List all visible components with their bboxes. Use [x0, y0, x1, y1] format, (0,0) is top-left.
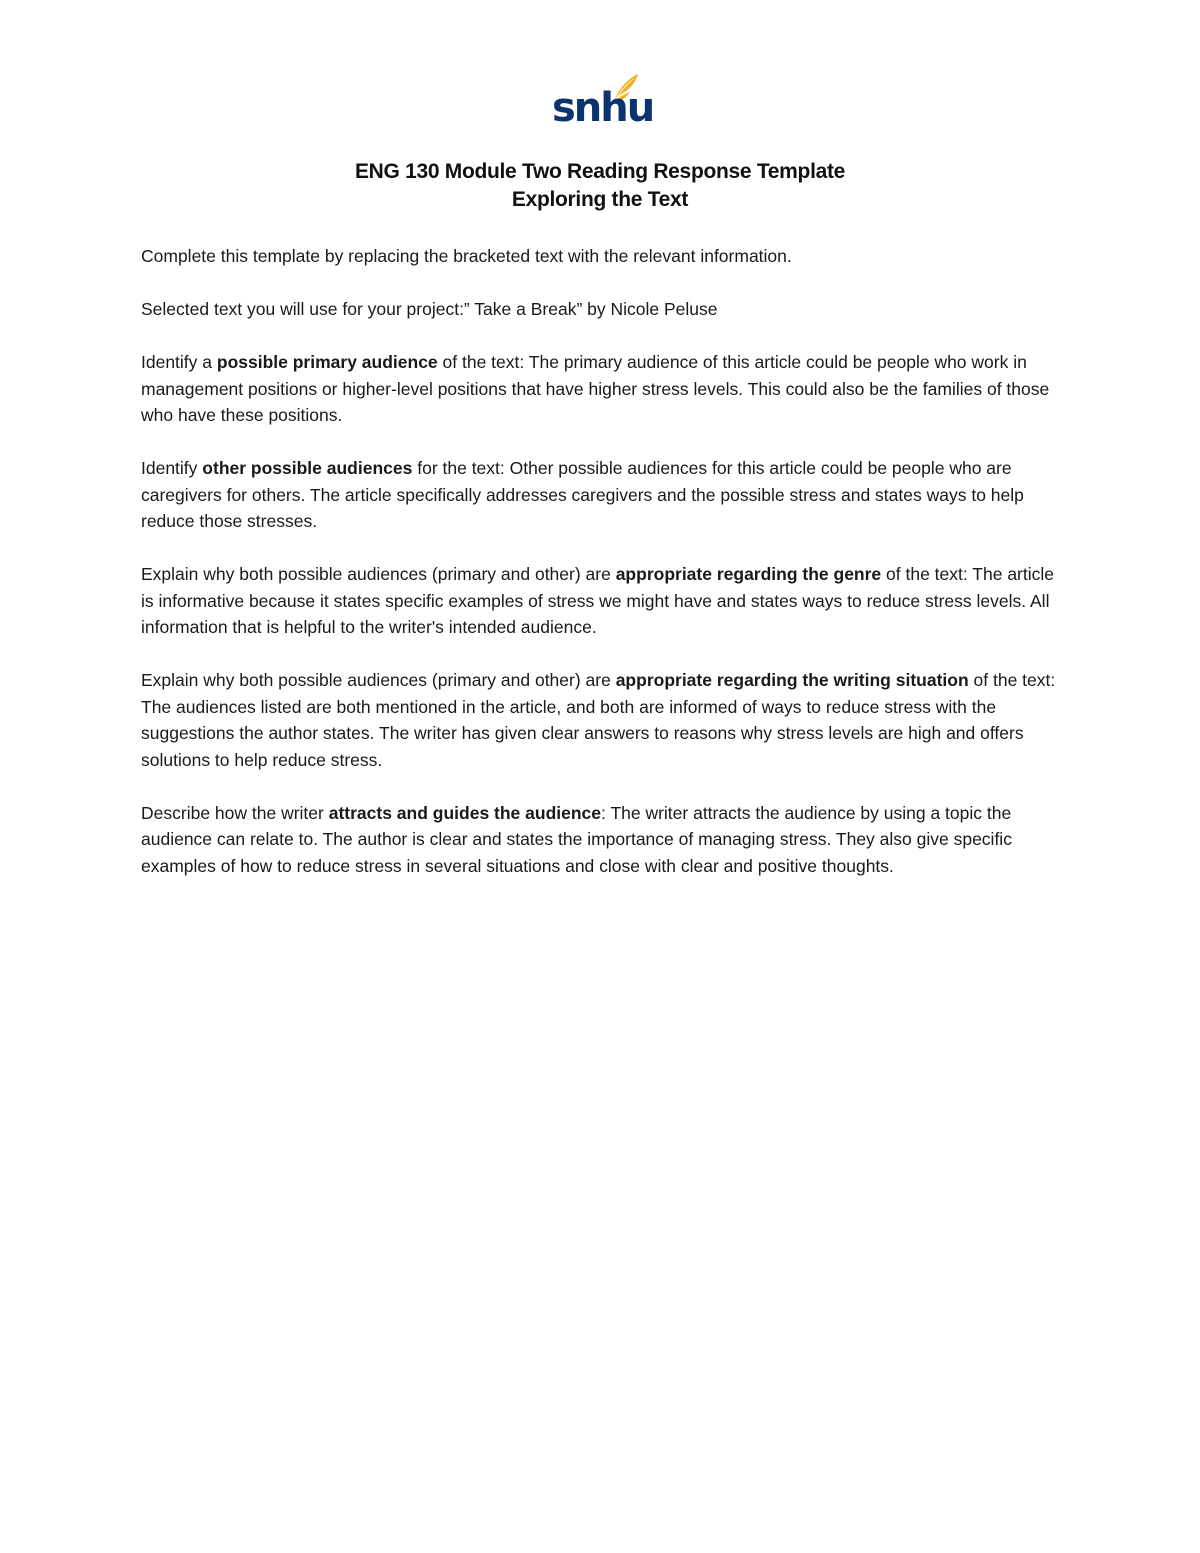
instructions-paragraph: Complete this template by replacing the bracketed text with the relevant information. — [141, 246, 792, 266]
title-line-2: Exploring the Text — [511, 188, 689, 211]
prompt-text: Explain why both possible audiences (primary and other) are — [141, 564, 616, 584]
response-text: The article is informative because it states specific examples of stress we might have and states ways to reduce stress levels. All information that is helpful to the writer's intended audience. — [141, 564, 1054, 637]
response-text: The audiences listed are both mentioned in the article, and both are informed of ways to reduce stress with the suggestions the author states. The writer has given clear answers to reasons why stress levels are high and offers solutions to help reduce stress. — [141, 696, 1024, 770]
prompt-text: of the text: — [968, 670, 1056, 690]
title-line-1: ENG 130 Module Two Reading Response Template — [354, 160, 846, 183]
prompt-text: : — [601, 802, 611, 823]
document-title — [0, 158, 1200, 214]
prompt-text: Describe how the writer — [141, 802, 329, 823]
prompt-emphasis: attracts and guides the audience — [328, 802, 602, 823]
response-text: The writer attracts the audience by using a topic the audience can relate to. The author is clear and states the importance of managing stress. They also give specific examples of how to reduce stress in several situations and close with clear and positive thoughts. — [141, 802, 1012, 876]
prompt-text: of the text: — [881, 564, 973, 584]
prompt-emphasis: appropriate regarding the writing situation — [615, 670, 969, 690]
other-audiences-paragraph — [141, 455, 1061, 535]
writing-situation-paragraph — [141, 667, 1061, 773]
primary-audience-paragraph — [141, 349, 1061, 429]
response-text: The primary audience of this article could be people who work in management positions or higher-level positions that have higher stress levels. This could also be the families of those who have these positions. — [141, 352, 1050, 425]
logo-text: snhu — [552, 85, 654, 131]
snhu-logo — [552, 72, 654, 134]
prompt-text: for the text: — [412, 458, 510, 478]
attracts-guides-paragraph — [141, 800, 1061, 880]
document-body — [141, 243, 1061, 906]
genre-paragraph — [141, 561, 1061, 641]
prompt-text: Explain why both possible audiences (primary and other) are — [141, 670, 616, 690]
prompt-text: of the text: — [437, 352, 529, 372]
prompt-emphasis: appropriate regarding the genre — [615, 564, 882, 584]
response-text: Other possible audiences for this article could be people who are caregivers for others. The article specifically addresses caregivers and the possible stress and states ways to help reduce those stresses. — [141, 458, 1024, 531]
prompt-text: Identify a — [141, 352, 217, 372]
prompt-emphasis: other possible audiences — [202, 458, 413, 478]
prompt-emphasis: possible primary audience — [216, 352, 438, 372]
selected-text-paragraph: Selected text you will use for your project:” Take a Break” by Nicole Peluse — [141, 299, 718, 319]
prompt-text: Identify — [141, 458, 203, 478]
